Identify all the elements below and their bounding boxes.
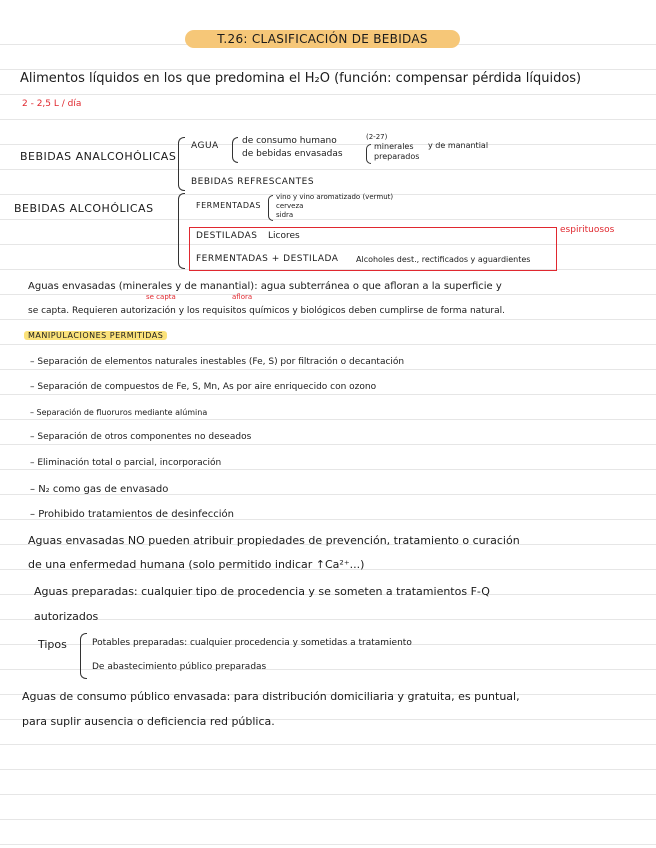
espirituosos-note: espirituosos — [560, 225, 615, 235]
fermentadas-brace — [268, 195, 273, 221]
manipulaciones-heading-text: MANIPULACIONES PERMITIDAS — [24, 331, 167, 340]
manipulacion-item: – Separación de compuestos de Fe, S, Mn, As por aire enriquecido con ozono — [30, 382, 377, 392]
fermentadas-cerveza: cerveza — [276, 202, 304, 210]
manantial-note: y de manantial — [428, 141, 489, 150]
note-se-capta: se capta — [146, 293, 176, 301]
tipos-brace — [80, 633, 87, 679]
consumo-line1: Aguas de consumo público envasada: para distribución domiciliaria y gratuita, es puntual, — [22, 690, 520, 703]
agua-brace — [232, 137, 238, 163]
no-pueden-line1: Aguas envasadas NO pueden atribuir propiedades de prevención, tratamiento o curación — [28, 534, 520, 547]
refrescantes-label: BEBIDAS REFRESCANTES — [191, 177, 315, 187]
manipulacion-text: Separación de fluoruros mediante alúmina — [36, 408, 208, 417]
preparadas-line2: autorizados — [34, 610, 99, 623]
fermentadas-sidra: sidra — [276, 211, 294, 219]
intro-note: 2 - 2,5 L / día — [22, 99, 82, 109]
tipos-item-potables: Potables preparadas: cualquier procedencia y sometidas a tratamiento — [92, 638, 412, 648]
page-title: T.26: CLASIFICACIÓN DE BEBIDAS — [185, 30, 460, 48]
alcoholic-brace — [178, 193, 185, 269]
envasadas-brace — [366, 144, 371, 164]
note-aflora: aflora — [232, 293, 253, 301]
manipulacion-item: – N₂ como gas de envasado — [30, 484, 169, 495]
licores-label: Licores — [268, 231, 300, 241]
non-alcoholic-label: BEBIDAS ANALCOHÓLICAS — [20, 150, 177, 163]
consumo-line2: para suplir ausencia o deficiencia red pública. — [22, 715, 275, 728]
alcoholic-label: BEBIDAS ALCOHÓLICAS — [14, 202, 154, 215]
manipulacion-text: Separación de elementos naturales inestables (Fe, S) por filtración o decantación — [37, 357, 405, 367]
preparadas-line1: Aguas preparadas: cualquier tipo de procedencia y se someten a tratamientos F-Q — [34, 585, 490, 598]
aguas-envasadas-line1: Aguas envasadas (minerales y de manantial): agua subterránea o que afloran a la superficie y — [28, 281, 502, 292]
manipulacion-item: – Eliminación total o parcial, incorporación — [30, 458, 222, 468]
envasadas-minerales: minerales — [374, 142, 414, 151]
fermentadas-label: FERMENTADAS — [196, 201, 261, 210]
agua-note: (2-27) — [366, 133, 388, 141]
manipulacion-text: Separación de otros componentes no deseados — [37, 432, 252, 442]
manipulacion-text: Eliminación total o parcial, incorporación — [37, 458, 222, 468]
destiladas-label: DESTILADAS — [196, 231, 258, 241]
fermentadas-vino: vino y vino aromatizado (vermut) — [276, 193, 394, 201]
aguas-envasadas-line2: se capta. Requieren autorización y los requisitos químicos y biológicos deben cumplirse de forma natural. — [28, 306, 505, 316]
envasadas-preparados: preparados — [374, 152, 420, 161]
manipulacion-item: – Prohibido tratamientos de desinfección — [30, 509, 234, 520]
manipulaciones-heading — [24, 331, 167, 341]
manipulacion-text: Separación de compuestos de Fe, S, Mn, As por aire enriquecido con ozono — [37, 382, 377, 392]
manipulacion-item: – Separación de elementos naturales inestables (Fe, S) por filtración o decantación — [30, 357, 405, 367]
ferm-dest-desc: Alcoholes dest., rectificados y aguardientes — [356, 255, 531, 264]
non-alcoholic-brace — [178, 137, 185, 191]
tipos-item-abastecimiento: De abastecimiento público preparadas — [92, 662, 267, 672]
agua-item-envasadas: de bebidas envasadas — [242, 149, 343, 159]
manipulacion-item: – Separación de fluoruros mediante alúmina — [30, 408, 208, 417]
manipulacion-text: Prohibido tratamientos de desinfección — [38, 509, 234, 520]
agua-item-consumo: de consumo humano — [242, 136, 337, 146]
ferm-dest-label: FERMENTADAS + DESTILADA — [196, 254, 339, 264]
manipulacion-item: – Separación de otros componentes no deseados — [30, 432, 252, 442]
intro-line: Alimentos líquidos en los que predomina el H₂O (función: compensar pérdida líquidos) — [20, 71, 582, 86]
tipos-label: Tipos — [38, 638, 67, 651]
agua-label: AGUA — [191, 141, 219, 151]
manipulacion-text: N₂ como gas de envasado — [38, 484, 169, 495]
no-pueden-line2: de una enfermedad humana (solo permitido indicar ↑Ca²⁺...) — [28, 558, 365, 571]
